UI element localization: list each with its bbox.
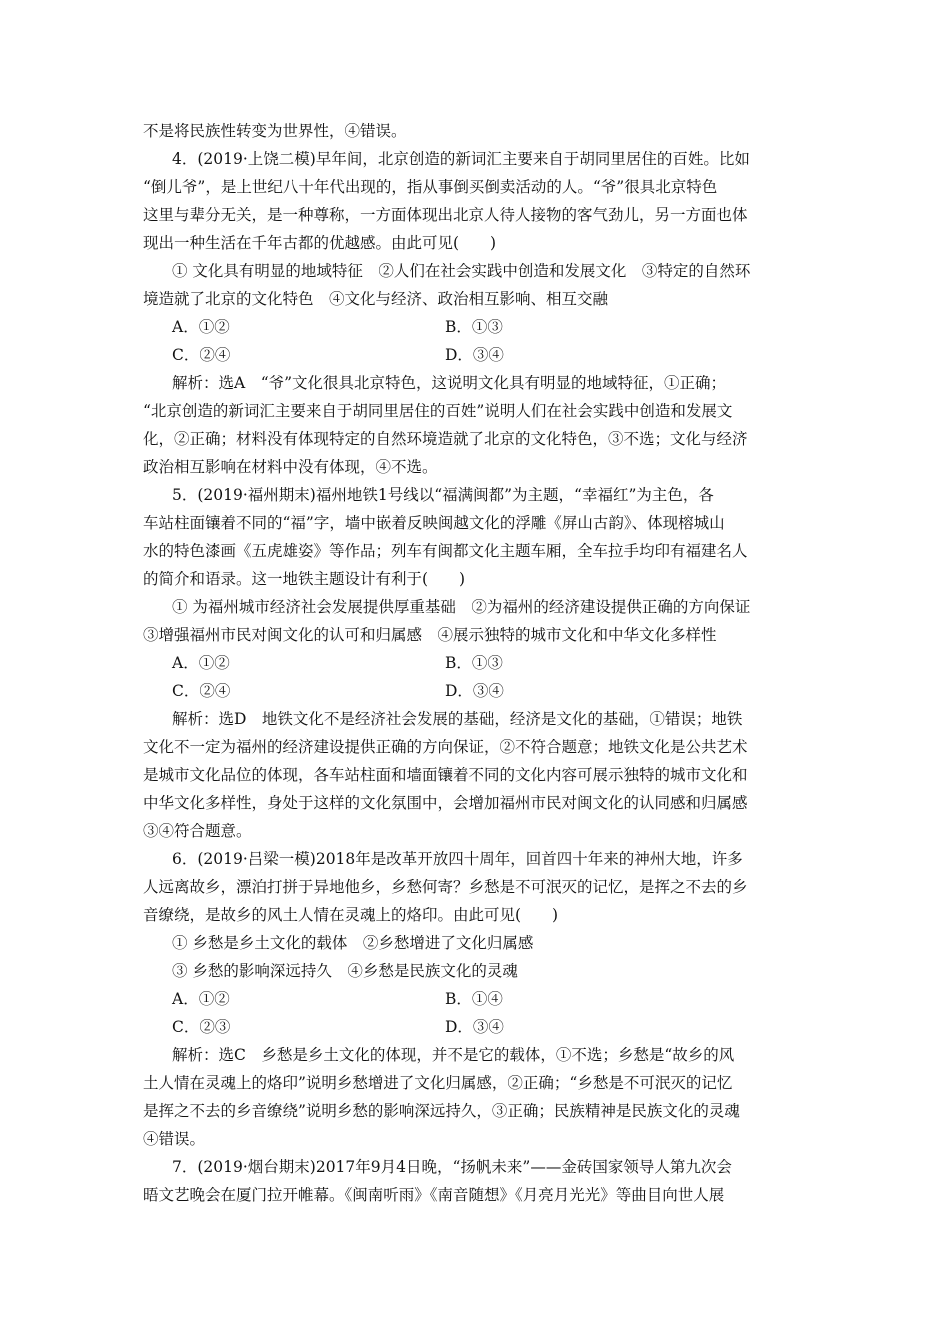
text-line: “倒儿爷”，是上世纪八十年代出现的，指从事倒买倒卖活动的人。“爷”很具北京特色 — [143, 178, 718, 196]
analysis-line: 中华文化多样性，身处于这样的文化氛围中，会增加福州市民对闽文化的认同感和归属感 — [143, 794, 748, 812]
analysis-line: 解析：选A “爷”文化很具北京特色，这说明文化具有明显的地域特征，①正确； — [172, 374, 727, 392]
analysis-line: “北京创造的新词汇主要来自于胡同里居住的百姓”说明人们在社会实践中创造和发展文 — [143, 402, 733, 420]
analysis-line: 土人情在灵魂上的烙印”说明乡愁增进了文化归属感，②正确；“乡愁是不可泯灭的记忆 — [143, 1074, 733, 1092]
analysis-line: 解析：选D 地铁文化不是经济社会发展的基础，经济是文化的基础，①错误；地铁 — [172, 710, 743, 728]
option-d: D．③④ — [445, 682, 504, 700]
analysis-line: ④错误。 — [143, 1130, 206, 1148]
text-line: 水的特色漆画《五虎雄姿》等作品；列车有闽都文化主题车厢，全车拉手均印有福建名人 — [143, 542, 748, 560]
option-a: A．①② — [172, 318, 230, 336]
statement-line: 境造就了北京的文化特色 ④文化与经济、政治相互影响、相互交融 — [143, 290, 609, 308]
analysis-line: 政治相互影响在材料中没有体现，④不选。 — [143, 458, 438, 476]
statement-line: ① 文化具有明显的地域特征 ②人们在社会实践中创造和发展文化 ③特定的自然环 — [172, 262, 751, 280]
option-b: B．①③ — [445, 654, 503, 672]
option-d: D．③④ — [445, 346, 504, 364]
analysis-line: 解析：选C 乡愁是乡土文化的体现，并不是它的载体，①不选；乡愁是“故乡的风 — [172, 1046, 735, 1064]
question-4-stem: 4．(2019·上饶二模)早年间，北京创造的新词汇主要来自于胡同里居住的百姓。比如 — [172, 150, 750, 168]
text-line: 的简介和语录。这一地铁主题设计有利于( ) — [143, 570, 466, 588]
text-line: 这里与辈分无关，是一种尊称，一方面体现出北京人待人接物的客气劲儿，另一方面也体 — [143, 206, 748, 224]
question-5-stem: 5．(2019·福州期末)福州地铁1号线以“福满闽都”为主题，“幸福红”为主色，各 — [172, 486, 714, 504]
analysis-line: 是城市文化品位的体现，各车站柱面和墙面镶着不同的文化内容可展示独特的城市文化和 — [143, 766, 748, 784]
option-d: D．③④ — [445, 1018, 504, 1036]
text-line: 人远离故乡，漂泊打拼于异地他乡，乡愁何寄？乡愁是不可泯灭的记忆，是挥之不去的乡 — [143, 878, 748, 896]
statement-line: ① 为福州城市经济社会发展提供厚重基础 ②为福州的经济建设提供正确的方向保证 — [172, 598, 751, 616]
text-line: 晤文艺晚会在厦门拉开帷幕。《闽南听雨》《南音随想》《月亮月光光》等曲目向世人展 — [143, 1186, 725, 1204]
option-b: B．①③ — [445, 318, 503, 336]
text-line: 不是将民族性转变为世界性，④错误。 — [143, 122, 407, 140]
statement-line: ③ 乡愁的影响深远持久 ④乡愁是民族文化的灵魂 — [172, 962, 518, 980]
option-c: C．②④ — [172, 346, 231, 364]
text-line: 车站柱面镶着不同的“福”字，墙中嵌着反映闽越文化的浮雕《屏山古韵》、体现榕城山 — [143, 514, 725, 532]
analysis-line: 化，②正确；材料没有体现特定的自然环境造就了北京的文化特色，③不选；文化与经济 — [143, 430, 748, 448]
option-c: C．②③ — [172, 1018, 231, 1036]
question-7-stem: 7．(2019·烟台期末)2017年9月4日晚，“扬帆未来”——金砖国家领导人第九次会 — [172, 1158, 732, 1176]
option-a: A．①② — [172, 990, 230, 1008]
option-a: A．①② — [172, 654, 230, 672]
analysis-line: 是挥之不去的乡音缭绕”说明乡愁的影响深远持久，③正确；民族精神是民族文化的灵魂 — [143, 1102, 740, 1120]
question-6-stem: 6．(2019·吕梁一模)2018年是改革开放四十周年，回首四十年来的神州大地，许多 — [172, 850, 743, 868]
option-b: B．①④ — [445, 990, 503, 1008]
text-line: 音缭绕，是故乡的风土人情在灵魂上的烙印。由此可见( ) — [143, 906, 559, 924]
analysis-line: ③④符合题意。 — [143, 822, 252, 840]
text-line: 现出一种生活在千年古都的优越感。由此可见( ) — [143, 234, 497, 252]
statement-line: ① 乡愁是乡土文化的载体 ②乡愁增进了文化归属感 — [172, 934, 534, 952]
option-c: C．②④ — [172, 682, 231, 700]
statement-line: ③增强福州市民对闽文化的认可和归属感 ④展示独特的城市文化和中华文化多样性 — [143, 626, 717, 644]
analysis-line: 文化不一定为福州的经济建设提供正确的方向保证，②不符合题意；地铁文化是公共艺术 — [143, 738, 748, 756]
